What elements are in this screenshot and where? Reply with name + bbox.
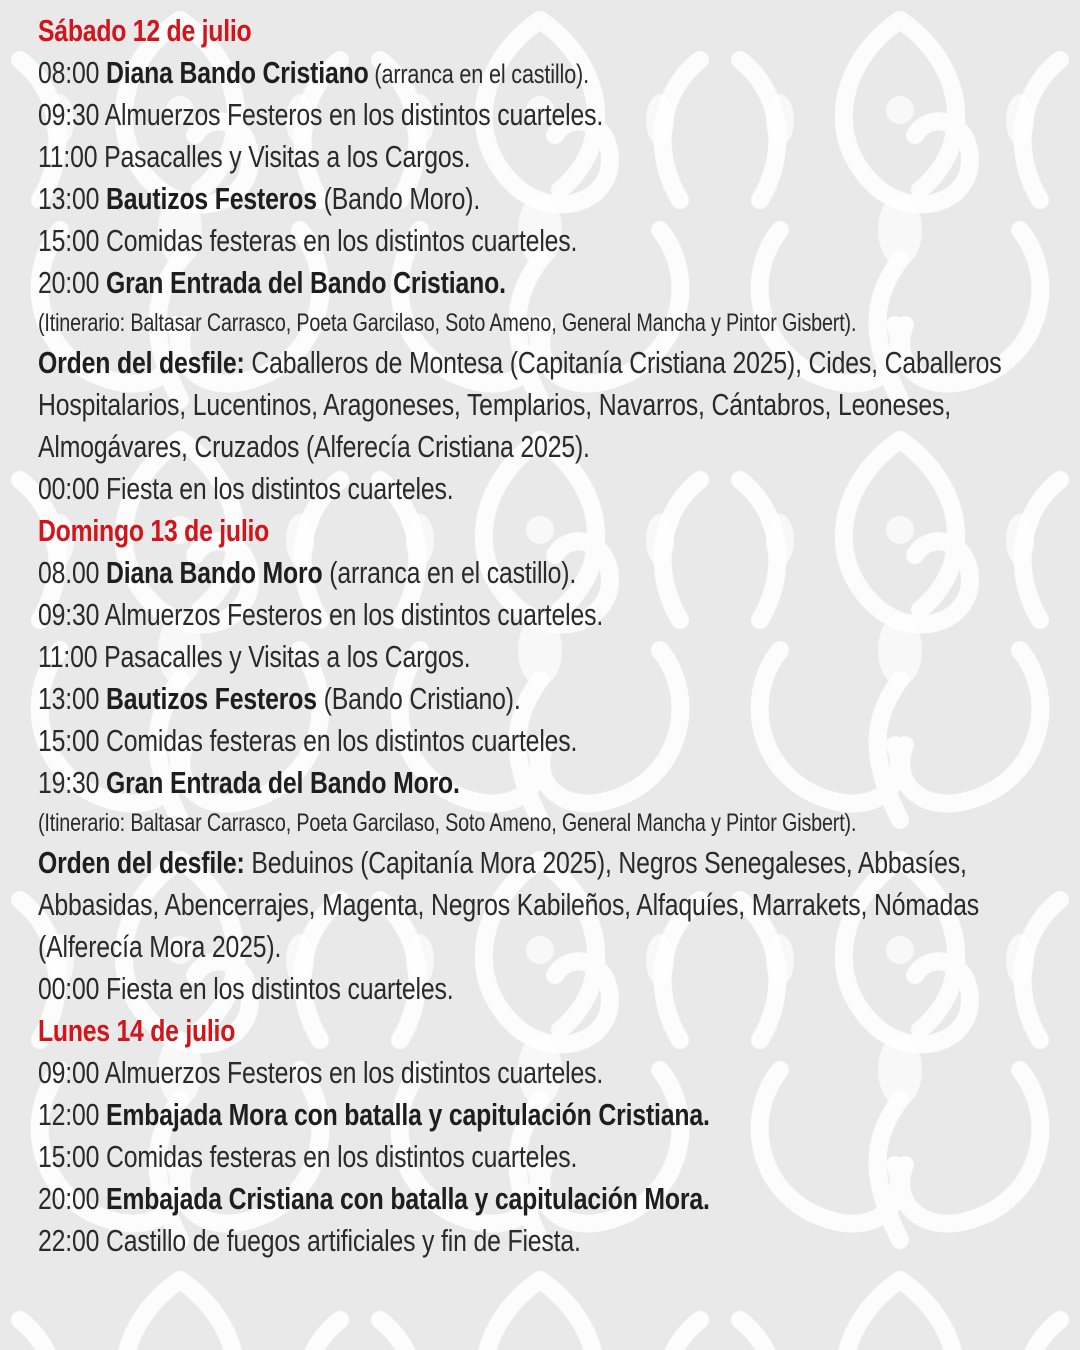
event-time: 20:00 [38, 1181, 100, 1216]
event-detail: Comidas festeras en los distintos cuarteles. [106, 223, 578, 258]
event-time: 09:30 [38, 597, 100, 632]
event-detail: Almuerzos Festeros en los distintos cuarteles. [104, 97, 604, 132]
event-row [38, 720, 846, 762]
event-time: 20:00 [38, 265, 100, 300]
event-row [38, 594, 846, 636]
event-row [38, 552, 846, 594]
parade-order [38, 842, 1048, 968]
event-time: 00:00 [38, 971, 100, 1006]
parade-order [38, 342, 1048, 468]
event-row [38, 220, 846, 262]
event-title: Bautizos Festeros [106, 181, 317, 216]
day-heading-monday: Lunes 14 de julio [38, 1013, 236, 1048]
event-time: 00:00 [38, 471, 100, 506]
event-detail: Castillo de fuegos artificiales y fin de Fiesta. [106, 1223, 581, 1258]
event-detail: Pasacalles y Visitas a los Cargos. [104, 139, 471, 174]
event-time: 15:00 [38, 223, 100, 258]
event-title: Embajada Mora con batalla y capitulación Cristiana. [106, 1097, 710, 1132]
parade-order-label: Orden del desfile: [38, 845, 245, 880]
event-detail: (Bando Cristiano). [316, 681, 521, 716]
event-time: 12:00 [38, 1097, 100, 1132]
itinerary-note: (Itinerario: Baltasar Carrasco, Poeta Garcilaso, Soto Ameno, General Mancha y Pintor Gisbert). [38, 309, 857, 337]
event-title: Embajada Cristiana con batalla y capitulación Mora. [106, 1181, 710, 1216]
event-detail: Pasacalles y Visitas a los Cargos. [104, 639, 471, 674]
event-row [38, 1094, 846, 1136]
event-row [38, 678, 846, 720]
event-row [38, 1220, 846, 1262]
event-detail: (arranca en el castillo). [368, 59, 589, 89]
event-detail: (arranca en el castillo). [322, 555, 577, 590]
event-row [38, 968, 846, 1010]
itinerary-note: (Itinerario: Baltasar Carrasco, Poeta Garcilaso, Soto Ameno, General Mancha y Pintor Gisbert). [38, 809, 857, 837]
event-row [38, 468, 846, 510]
event-detail: (Bando Moro). [316, 181, 481, 216]
event-time: 11:00 [38, 639, 98, 674]
event-time: 13:00 [38, 681, 100, 716]
event-time: 15:00 [38, 1139, 100, 1174]
event-time: 08:00 [38, 55, 100, 90]
event-detail: Almuerzos Festeros en los distintos cuarteles. [104, 1055, 604, 1090]
event-time: 22:00 [38, 1223, 100, 1258]
event-detail: Comidas festeras en los distintos cuarteles. [106, 723, 578, 758]
event-row [38, 52, 846, 94]
event-row [38, 178, 846, 220]
event-time: 09:00 [38, 1055, 100, 1090]
event-time: 15:00 [38, 723, 100, 758]
event-title: Diana Bando Moro [106, 555, 323, 590]
event-row [38, 762, 846, 804]
event-title: Gran Entrada del Bando Cristiano. [106, 265, 506, 300]
event-time: 09:30 [38, 97, 100, 132]
parade-order-text: Beduinos (Capitanía Mora 2025), Negros Senegaleses, Abbasíes, Abbasidas, Abencerrajes, Magenta, Negros Kabileños, Alfaquíes, Marrakets, Nómadas (Alferecía Mora 2025). [38, 845, 979, 964]
day-heading-sunday: Domingo 13 de julio [38, 513, 270, 548]
event-detail: Comidas festeras en los distintos cuarteles. [106, 1139, 578, 1174]
event-title: Gran Entrada del Bando Moro. [106, 765, 460, 800]
parade-order-text: Caballeros de Montesa (Capitanía Cristiana 2025), Cides, Caballeros Hospitalarios, Lucentinos, Aragoneses, Templarios, Navarros, Cántabros, Leoneses, Almogávares, Cruzados (Alferecía Cristiana 2025). [38, 345, 1002, 464]
event-detail: Fiesta en los distintos cuarteles. [106, 471, 454, 506]
event-time: 19:30 [38, 765, 100, 800]
event-row [38, 136, 846, 178]
event-title: Diana Bando Cristiano [106, 55, 369, 90]
event-row [38, 94, 846, 136]
day-heading-saturday: Sábado 12 de julio [38, 13, 252, 48]
event-time: 13:00 [38, 181, 100, 216]
event-row [38, 636, 846, 678]
event-detail: Fiesta en los distintos cuarteles. [106, 971, 454, 1006]
event-time: 08.00 [38, 555, 100, 590]
event-detail: Almuerzos Festeros en los distintos cuarteles. [104, 597, 604, 632]
event-row [38, 1052, 846, 1094]
event-title: Bautizos Festeros [106, 681, 317, 716]
event-row [38, 1136, 846, 1178]
event-row [38, 262, 846, 304]
event-time: 11:00 [38, 139, 98, 174]
parade-order-label: Orden del desfile: [38, 345, 245, 380]
event-row [38, 1178, 846, 1220]
schedule [38, 10, 1048, 1262]
